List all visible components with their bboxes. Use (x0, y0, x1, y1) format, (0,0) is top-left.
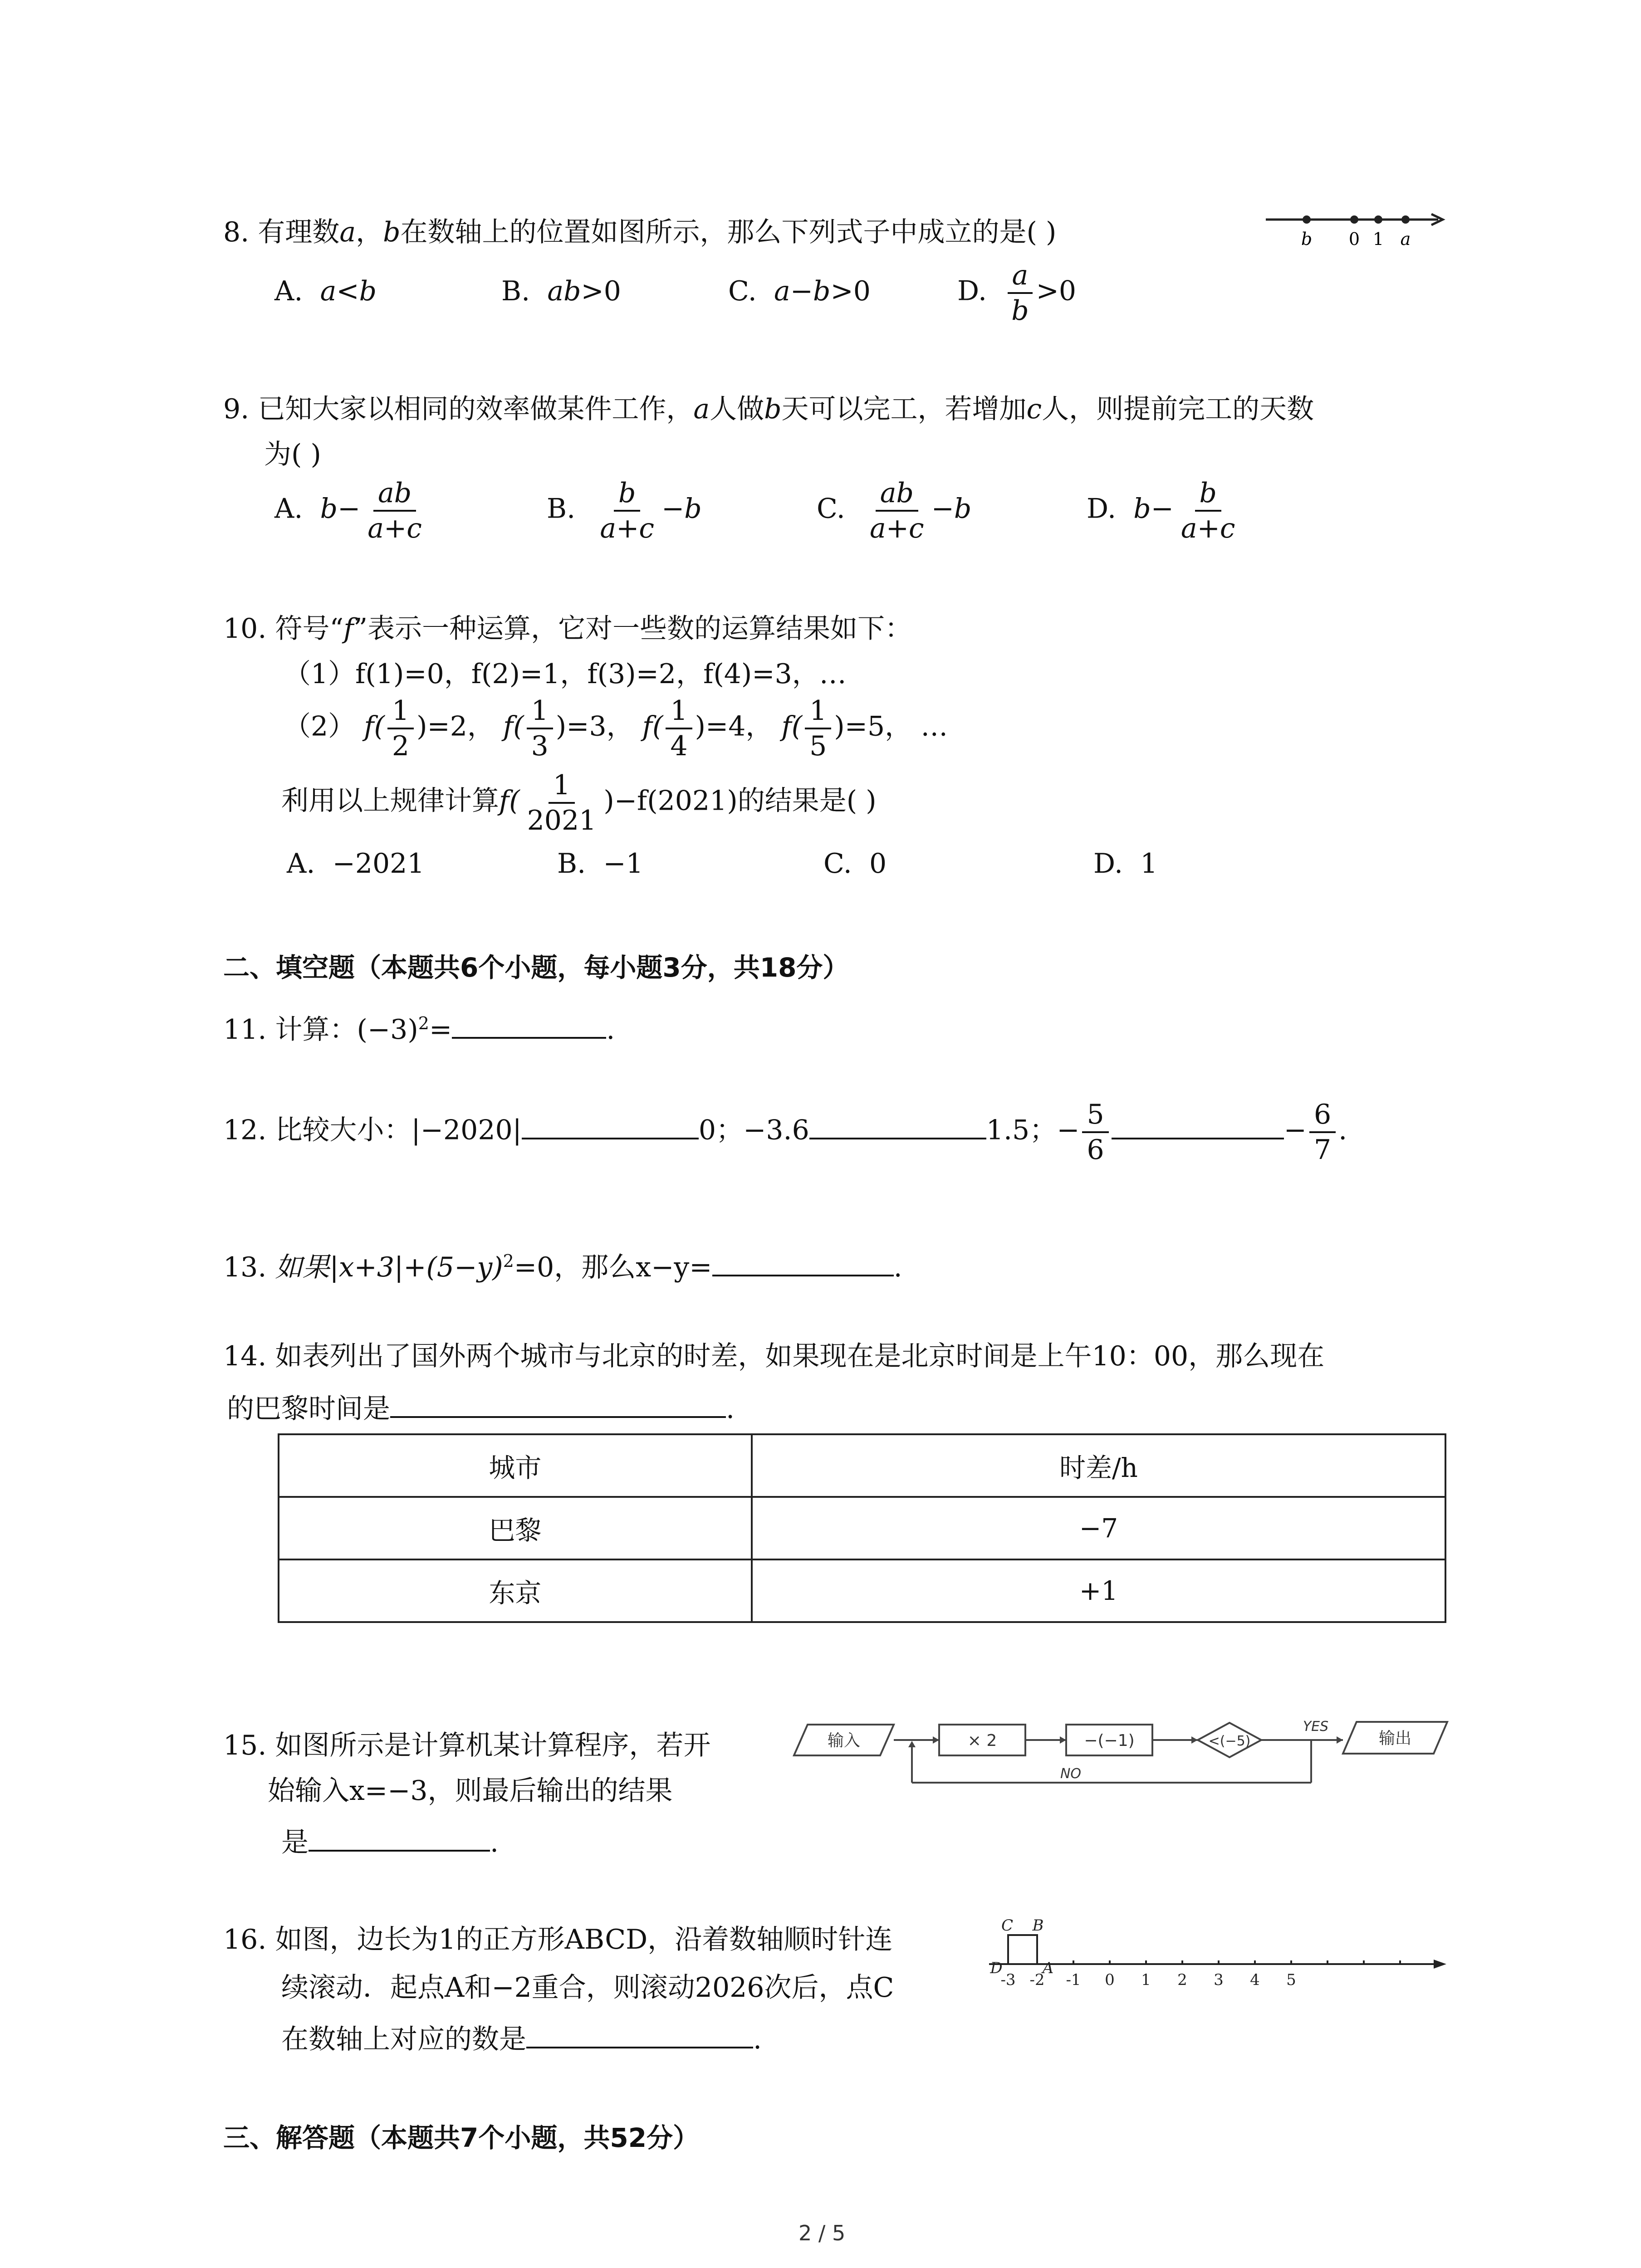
q9-option-a: A. b− $\frac{ab}{a+c}$ (274, 477, 422, 544)
axis-tick-label: -3 (1000, 1971, 1016, 1989)
axis-tick-label: 0 (1105, 1971, 1115, 1989)
q8-option-a: A. a<b (274, 275, 377, 307)
q9-option-d: D. b− $\frac{b}{a+c}$ (1087, 477, 1235, 544)
q15-line-1: 15. 如图所示是计算机某计算程序，若开 (223, 1730, 711, 1761)
q8-option-b: B. ab>0 (501, 275, 621, 307)
q12-blank-2[interactable] (809, 1112, 986, 1139)
q15-answer-blank[interactable] (309, 1824, 490, 1852)
table-header-row (279, 1434, 1445, 1497)
table-row: 巴黎 −7 (279, 1497, 1445, 1559)
q16-line-3: 在数轴上对应的数是 . (281, 2021, 762, 2056)
flow-no-label: NO (1060, 1766, 1082, 1782)
q13-answer-blank[interactable] (712, 1249, 894, 1276)
square-vertex-c: C (1001, 1919, 1014, 1935)
table-row: 东京 +1 (279, 1559, 1445, 1622)
q16-line-2: 续滚动．起点A和−2重合，则滚动2026次后，点C (281, 1972, 894, 2004)
q9-stem-line1: 9. 已知大家以相同的效率做某件工作，a人做b天可以完工，若增加c人，则提前完工的天数 (223, 393, 1314, 425)
q8-nl-a: a (1400, 229, 1411, 249)
q8-stem: 8. 有理数a，b在数轴上的位置如图所示，那么下列式子中成立的是( ) (223, 216, 1057, 248)
flow-condition-label: <(−5) (1208, 1733, 1251, 1749)
q10-option-d: D. 1 (1093, 848, 1158, 880)
q11: 11. 计算：$(-3)^2=$ . (223, 1007, 615, 1046)
flow-input-label: 输入 (827, 1731, 861, 1750)
square-vertex-a: A (1042, 1959, 1054, 1977)
q9-option-b: B. $\frac{b}{a+c}$ −b (547, 477, 702, 544)
section-3-heading: 三、解答题（本题共7个小题，共52分） (223, 2122, 700, 2153)
q15-line-2: 始输入x=−3，则最后输出的结果 (268, 1775, 673, 1807)
square-vertex-d: D (990, 1959, 1003, 1977)
q10-rule-1: （1）f(1)=0，f(2)=1，f(3)=2，f(4)=3，… (284, 658, 847, 690)
q8-option-d: D. $\frac{a}{b}$ >0 (957, 259, 1077, 327)
axis-tick-label: 1 (1141, 1971, 1151, 1989)
q14-line-2: 的巴黎时间是 . (227, 1391, 735, 1425)
axis-tick-label: 2 (1177, 1971, 1187, 1989)
flow-multiply-label: × 2 (967, 1731, 997, 1750)
q8-nl-b: b (1301, 229, 1313, 249)
axis-tick-label: -2 (1029, 1971, 1045, 1989)
table-header-offset: 时差/h (752, 1434, 1445, 1497)
q13: 13. 如果$|x+3|+(5-y)^2=0$，那么x−y= . (223, 1245, 902, 1284)
q12-blank-1[interactable] (522, 1112, 699, 1139)
section-2-heading: 二、填空题（本题共6个小题，每小题3分，共18分） (223, 952, 849, 983)
q9-option-c: C. $\frac{ab}{a+c}$ −b (817, 477, 972, 544)
q10-option-c: C. 0 (823, 848, 887, 880)
q12-blank-3[interactable] (1112, 1112, 1284, 1139)
q8-text-pre: 有理数 (258, 216, 340, 248)
q12: 12. 比较大小：|−2020| 0；−3.6 1.5；− $\frac{5}{6}$ − $\frac{6}{7}$ . (223, 1099, 1347, 1166)
timezone-table (278, 1433, 1446, 1623)
flow-yes-label: YES (1303, 1719, 1329, 1735)
q9-stem-line2: 为( ) (264, 439, 321, 470)
q8-nl-1: 1 (1372, 229, 1384, 249)
axis-tick-label: 3 (1214, 1971, 1224, 1989)
q10-calc: 利用以上规律计算f( $\frac{1}{2021}$ )−f(2021)的结果是( ) (281, 769, 877, 836)
q15-line-3: 是 . (281, 1824, 499, 1859)
q16-line-1: 16. 如图，边长为1的正方形ABCD，沿着数轴顺时针连 (223, 1924, 893, 1955)
table-header-city: 城市 (279, 1434, 752, 1497)
q11-answer-blank[interactable] (452, 1012, 606, 1039)
q16-answer-blank[interactable] (526, 2021, 753, 2048)
flow-output-label: 输出 (1378, 1729, 1412, 1748)
q8-option-c: C. a−b>0 (728, 275, 871, 307)
q14-answer-blank[interactable] (390, 1391, 726, 1418)
q10-option-b: B. −1 (557, 848, 643, 880)
q10-stem: 10. 符号“f”表示一种运算，它对一些数的运算结果如下： (223, 613, 912, 645)
axis-tick-label: 4 (1250, 1971, 1260, 1989)
axis-tick-label: -1 (1066, 1971, 1081, 1989)
q14-line-1: 14. 如表列出了国外两个城市与北京的时差，如果现在是北京时间是上午10：00，那么现在 (223, 1340, 1325, 1372)
square-vertex-b: B (1032, 1919, 1044, 1935)
q10-rule-2: （2） f( $\frac{1}{2}$ )=2， f( $\frac{1}{3}$ )=3， f( $\frac{1}{4}$ )=4， f( $\frac{1}{5}$ )=5， … (284, 695, 948, 762)
q8-number-line (1261, 200, 1456, 254)
q15-flowchart (789, 1715, 1452, 1796)
page-number: 2 / 5 (798, 2221, 846, 2245)
axis-tick-label: 5 (1286, 1971, 1296, 1989)
flow-subtract-label: −(−1) (1084, 1731, 1135, 1750)
q16-number-line (980, 1919, 1461, 2000)
q8-nl-0: 0 (1348, 229, 1360, 249)
q10-option-a: A. −2021 (287, 848, 425, 880)
